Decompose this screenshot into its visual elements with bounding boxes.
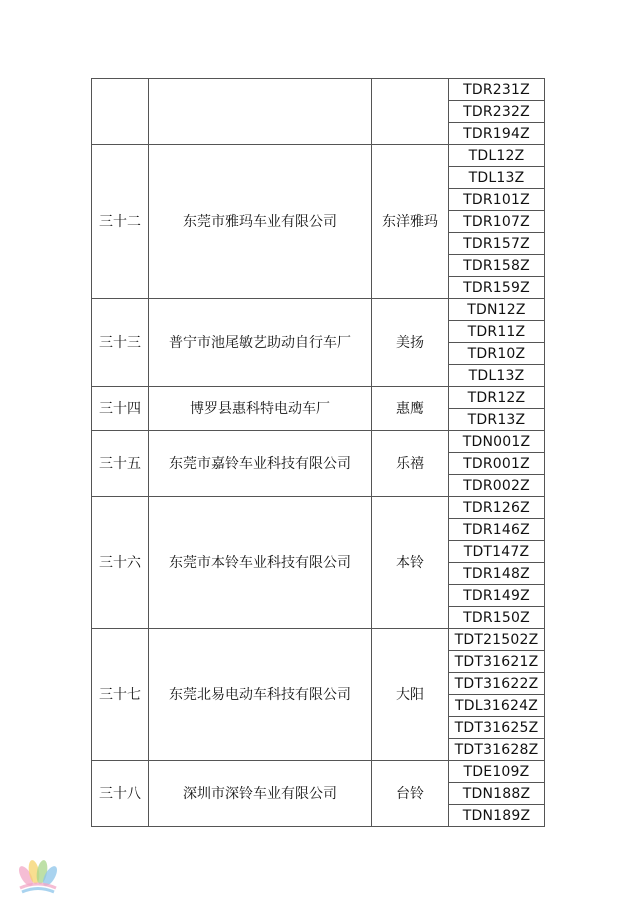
model-number-cell: TDR12Z — [449, 387, 545, 409]
row-index-cell: 三十二 — [92, 145, 149, 299]
brand-name-cell: 台铃 — [372, 761, 449, 827]
model-number-cell: TDR157Z — [449, 233, 545, 255]
model-number-cell: TDR10Z — [449, 343, 545, 365]
model-number-cell: TDR101Z — [449, 189, 545, 211]
company-name-cell: 东莞市嘉铃车业科技有限公司 — [149, 431, 372, 497]
model-number-cell: TDT147Z — [449, 541, 545, 563]
brand-name-cell: 本铃 — [372, 497, 449, 629]
model-number-cell: TDR001Z — [449, 453, 545, 475]
model-number-cell: TDR13Z — [449, 409, 545, 431]
row-index-cell: 三十五 — [92, 431, 149, 497]
model-number-cell: TDR158Z — [449, 255, 545, 277]
model-number-cell: TDR150Z — [449, 607, 545, 629]
model-number-cell: TDR149Z — [449, 585, 545, 607]
model-number-cell: TDN188Z — [449, 783, 545, 805]
row-index-cell: 三十六 — [92, 497, 149, 629]
brand-name-cell: 美扬 — [372, 299, 449, 387]
model-number-cell: TDL31624Z — [449, 695, 545, 717]
table-row — [92, 497, 545, 519]
row-index-cell: 三十四 — [92, 387, 149, 431]
row-index-cell: 三十八 — [92, 761, 149, 827]
row-index-cell: 三十三 — [92, 299, 149, 387]
model-number-cell: TDL13Z — [449, 365, 545, 387]
model-number-cell: TDR107Z — [449, 211, 545, 233]
model-number-cell: TDN001Z — [449, 431, 545, 453]
brand-name-cell: 大阳 — [372, 629, 449, 761]
model-number-cell: TDR159Z — [449, 277, 545, 299]
table-row — [92, 629, 545, 651]
model-number-cell: TDR126Z — [449, 497, 545, 519]
row-index-cell — [92, 79, 149, 145]
model-number-cell: TDR194Z — [449, 123, 545, 145]
company-name-cell: 东莞北易电动车科技有限公司 — [149, 629, 372, 761]
model-number-cell: TDR231Z — [449, 79, 545, 101]
brand-name-cell: 惠鹰 — [372, 387, 449, 431]
model-number-cell: TDT31628Z — [449, 739, 545, 761]
model-number-cell: TDL13Z — [449, 167, 545, 189]
brand-name-cell: 东洋雅玛 — [372, 145, 449, 299]
model-number-cell: TDR002Z — [449, 475, 545, 497]
model-number-cell: TDR148Z — [449, 563, 545, 585]
table-row — [92, 79, 545, 101]
model-number-cell: TDN12Z — [449, 299, 545, 321]
model-number-cell: TDT31625Z — [449, 717, 545, 739]
flower-logo-icon — [12, 858, 64, 894]
company-name-cell: 博罗县惠科特电动车厂 — [149, 387, 372, 431]
table-row — [92, 299, 545, 321]
company-name-cell: 东莞市本铃车业科技有限公司 — [149, 497, 372, 629]
catalog-body — [92, 79, 545, 827]
table-row — [92, 387, 545, 409]
brand-name-cell: 乐禧 — [372, 431, 449, 497]
model-number-cell: TDE109Z — [449, 761, 545, 783]
row-index-cell: 三十七 — [92, 629, 149, 761]
model-number-cell: TDT31621Z — [449, 651, 545, 673]
table-row — [92, 761, 545, 783]
model-number-cell: TDR232Z — [449, 101, 545, 123]
table-row — [92, 431, 545, 453]
company-name-cell: 普宁市池尾敏艺助动自行车厂 — [149, 299, 372, 387]
company-name-cell — [149, 79, 372, 145]
model-number-cell: TDR146Z — [449, 519, 545, 541]
model-number-cell: TDT21502Z — [449, 629, 545, 651]
vehicle-catalog-table — [91, 78, 545, 827]
table-row — [92, 145, 545, 167]
model-number-cell: TDL12Z — [449, 145, 545, 167]
model-number-cell: TDN189Z — [449, 805, 545, 827]
company-name-cell: 深圳市深铃车业有限公司 — [149, 761, 372, 827]
company-name-cell: 东莞市雅玛车业有限公司 — [149, 145, 372, 299]
brand-name-cell — [372, 79, 449, 145]
model-number-cell: TDR11Z — [449, 321, 545, 343]
model-number-cell: TDT31622Z — [449, 673, 545, 695]
